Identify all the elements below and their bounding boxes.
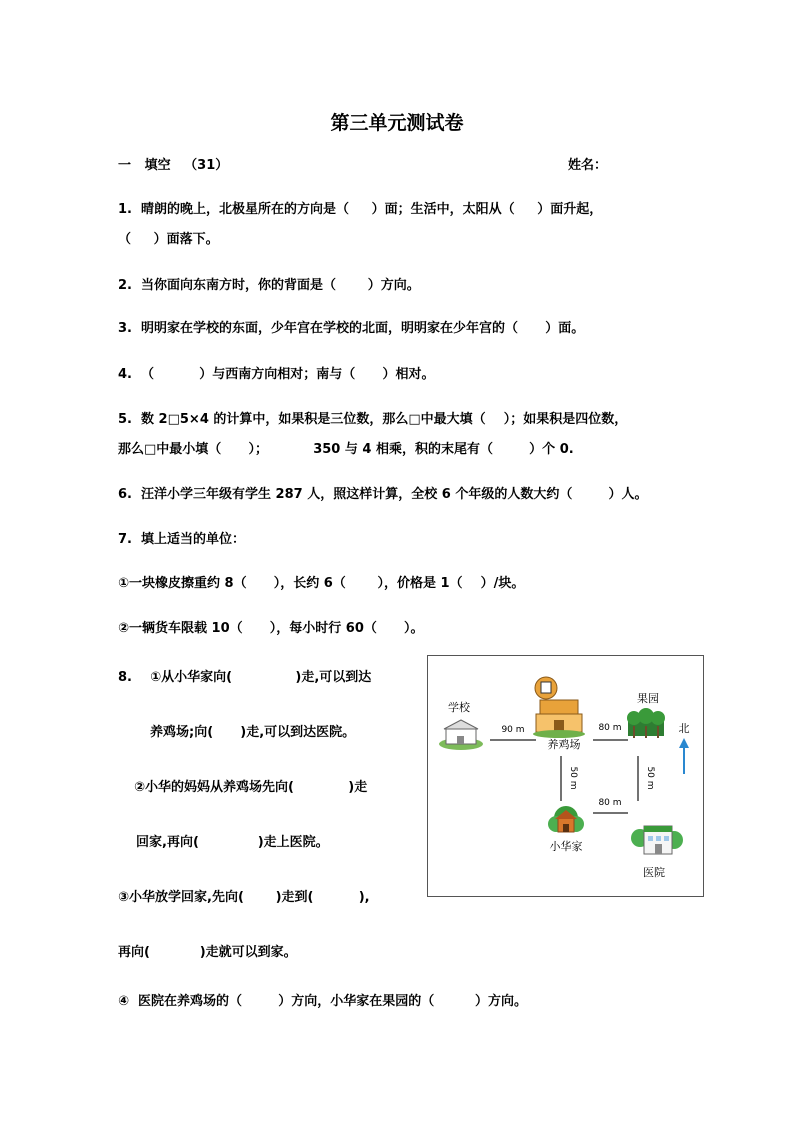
question-7-item-2: ②一辆货车限载 10（ ），每小时行 60（ ）。 <box>118 621 424 636</box>
north-label: 北 <box>678 722 690 735</box>
question-8-item-2-line-2: 回家,再向( )走上医院。 <box>136 835 329 850</box>
hospital-icon <box>631 826 683 854</box>
question-8-item-3-line-1: ③小华放学回家,先向( )走到( ), <box>118 890 370 905</box>
question-2: 2. 当你面向东南方时，你的背面是（ ）方向。 <box>118 278 420 293</box>
distance-orchard-hospital: 50 m <box>645 766 655 790</box>
question-8-item-3-line-2: 再向( )走就可以到家。 <box>118 945 297 960</box>
distance-farm-orchard: 80 m <box>598 723 622 733</box>
question-7: 7. 填上适当的单位： <box>118 532 246 547</box>
question-5-line-1: 5. 数 2□5×4 的计算中，如果积是三位数，那么□中最大填（ ）；如果积是四位数， <box>118 412 628 427</box>
hospital-label: 医院 <box>643 866 665 879</box>
north-arrow-icon <box>679 738 689 774</box>
name-label: 姓名： <box>568 158 608 173</box>
section-heading: 一 填空 （31） <box>118 158 229 173</box>
distance-home-hospital: 80 m <box>598 798 622 808</box>
distance-school-farm: 90 m <box>501 725 525 735</box>
question-8-item-1-line-1: 8. ①从小华家向( )走,可以到达 <box>118 670 372 685</box>
question-8-item-1-line-2: 养鸡场;向( )走,可以到达医院。 <box>150 725 356 740</box>
school-label: 学校 <box>448 701 470 714</box>
orchard-label: 果园 <box>637 692 659 705</box>
home-label: 小华家 <box>549 840 583 853</box>
question-1-line-2: （ ）面落下。 <box>118 232 219 247</box>
question-8-item-2-line-1: ②小华的妈妈从养鸡场先向( )走 <box>134 780 368 795</box>
distance-farm-home: 50 m <box>568 766 578 790</box>
page-title: 第三单元测试卷 <box>330 112 464 134</box>
question-5-line-2: 那么□中最小填（ ）； 350 与 4 相乘，积的末尾有（ ）个 0. <box>118 442 574 457</box>
chicken-farm-icon <box>533 677 585 738</box>
question-8-item-4: ④ 医院在养鸡场的（ ）方向，小华家在果园的（ ）方向。 <box>118 994 527 1009</box>
chicken-farm-label: 养鸡场 <box>547 738 581 751</box>
question-1-line-1: 1. 晴朗的晚上，北极星所在的方向是（ ）面；生活中，太阳从（ ）面升起， <box>118 202 603 217</box>
question-6: 6. 汪洋小学三年级有学生 287 人，照这样计算，全校 6 个年级的人数大约（ ）人。 <box>118 487 648 502</box>
question-4: 4. （ ）与西南方向相对；南与（ ）相对。 <box>118 367 435 382</box>
home-icon <box>548 806 584 832</box>
orchard-icon <box>627 708 665 738</box>
question-7-item-1: ①一块橡皮擦重约 8（ ），长约 6（ ），价格是 1（ ）/块。 <box>118 576 525 591</box>
question-3: 3. 明明家在学校的东面，少年宫在学校的北面，明明家在少年宫的（ ）面。 <box>118 321 585 336</box>
school-icon <box>439 720 483 750</box>
direction-map <box>427 655 704 897</box>
